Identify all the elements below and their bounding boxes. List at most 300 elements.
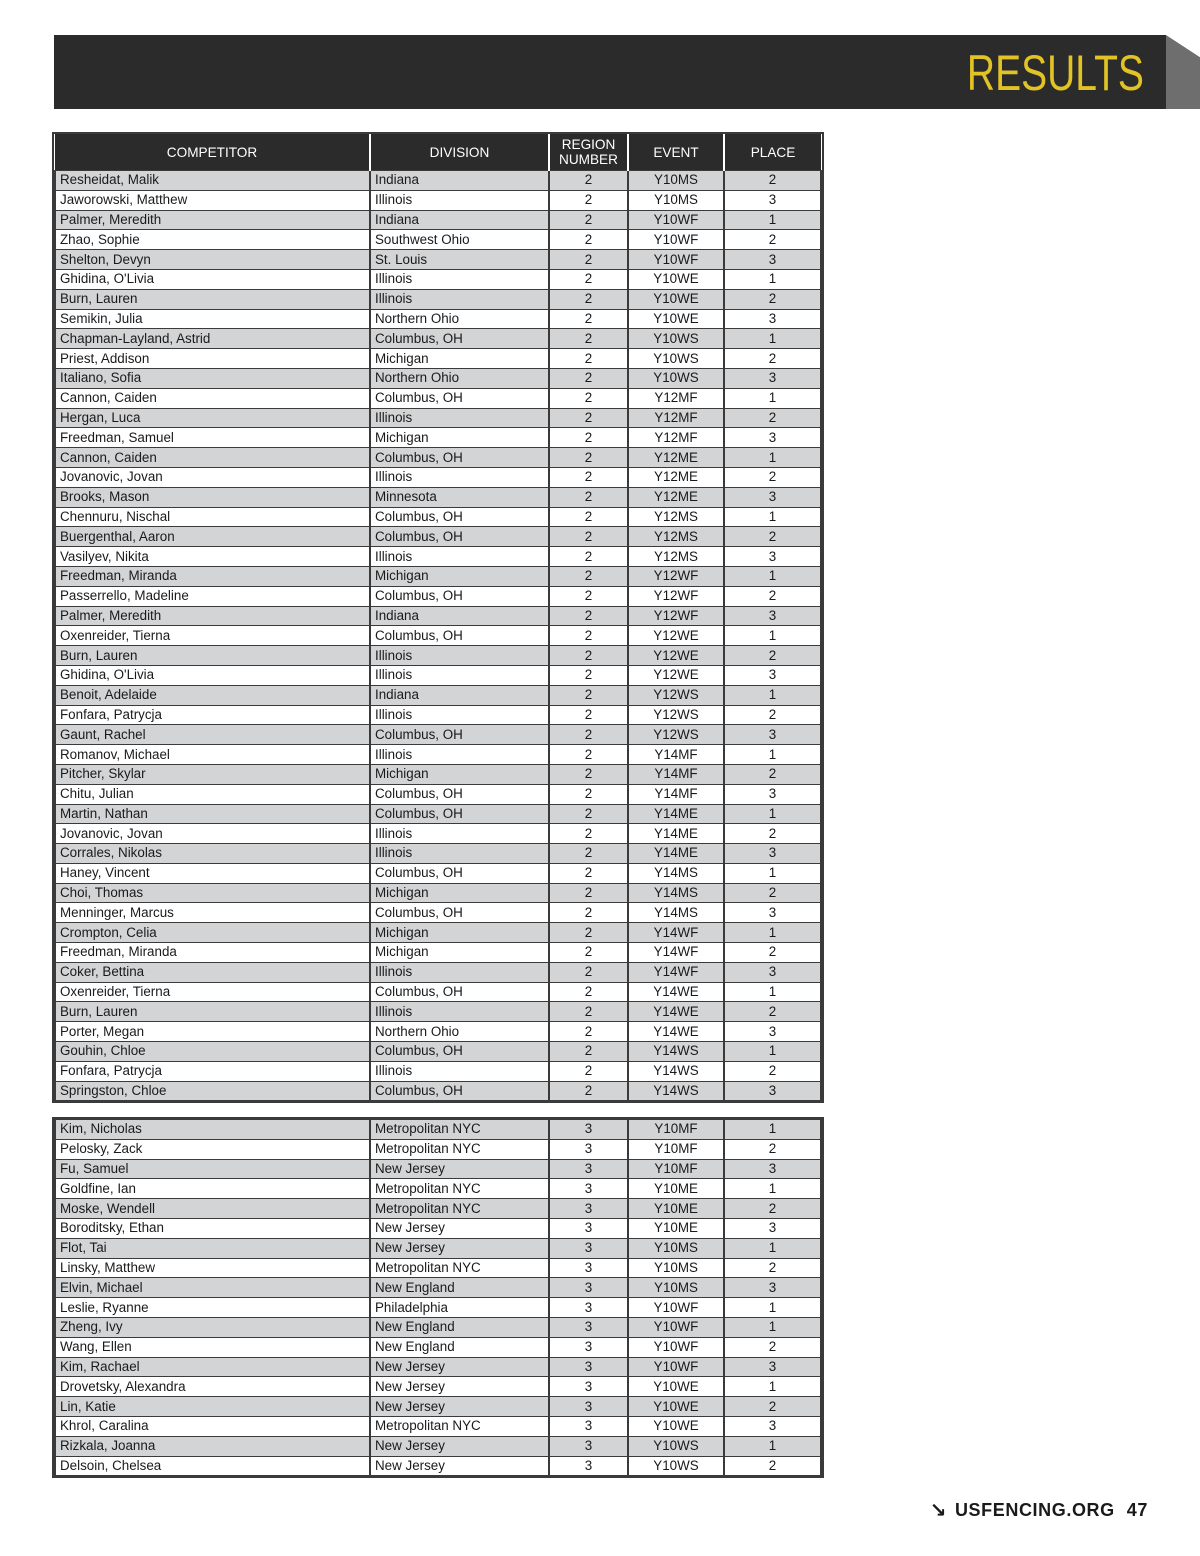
place-cell: 1 (724, 329, 821, 349)
competitor-cell: Fonfara, Patrycja (55, 1061, 370, 1081)
region-cell: 2 (549, 804, 628, 824)
competitor-cell: Pitcher, Skylar (55, 764, 370, 784)
division-cell: Michigan (370, 764, 549, 784)
competitor-cell: Choi, Thomas (55, 883, 370, 903)
competitor-cell: Kim, Rachael (55, 1357, 370, 1377)
region-cell: 2 (549, 844, 628, 864)
place-cell: 1 (724, 685, 821, 705)
region-cell: 2 (549, 883, 628, 903)
table-row (55, 190, 821, 210)
event-cell: Y14ME (628, 844, 724, 864)
division-cell: Michigan (370, 923, 549, 943)
region-cell: 3 (549, 1298, 628, 1318)
division-cell: Illinois (370, 844, 549, 864)
division-cell: Metropolitan NYC (370, 1179, 549, 1199)
event-cell: Y12ME (628, 487, 724, 507)
table-row (55, 527, 821, 547)
region-cell: 2 (549, 428, 628, 448)
competitor-cell: Palmer, Meredith (55, 210, 370, 230)
event-cell: Y14ME (628, 804, 724, 824)
competitor-cell: Fu, Samuel (55, 1159, 370, 1179)
event-cell: Y14MS (628, 883, 724, 903)
place-cell: 3 (724, 784, 821, 804)
competitor-cell: Elvin, Michael (55, 1278, 370, 1298)
competitor-cell: Chitu, Julian (55, 784, 370, 804)
place-cell: 3 (724, 962, 821, 982)
banner-fold (1166, 35, 1200, 109)
region-cell: 2 (549, 230, 628, 250)
place-cell: 3 (724, 1081, 821, 1101)
place-cell: 2 (724, 1258, 821, 1278)
table-row (55, 745, 821, 765)
table-row (55, 250, 821, 270)
place-cell: 3 (724, 547, 821, 567)
competitor-cell: Khrol, Caralina (55, 1416, 370, 1436)
table-row (55, 368, 821, 388)
event-cell: Y12MF (628, 408, 724, 428)
division-cell: Illinois (370, 665, 549, 685)
table-row (55, 883, 821, 903)
competitor-cell: Burn, Lauren (55, 289, 370, 309)
region-cell: 2 (549, 606, 628, 626)
region-2-rows (55, 171, 821, 1101)
table-row (55, 1416, 821, 1436)
division-cell: Illinois (370, 190, 549, 210)
event-cell: Y12ME (628, 467, 724, 487)
region-cell: 2 (549, 1042, 628, 1062)
division-cell: Illinois (370, 705, 549, 725)
division-cell: New England (370, 1337, 549, 1357)
region-cell: 2 (549, 923, 628, 943)
competitor-cell: Vasilyev, Nikita (55, 547, 370, 567)
table-row (55, 1081, 821, 1101)
place-cell: 2 (724, 764, 821, 784)
event-cell: Y14WS (628, 1061, 724, 1081)
competitor-cell: Freedman, Samuel (55, 428, 370, 448)
region-cell: 2 (549, 289, 628, 309)
division-cell: St. Louis (370, 250, 549, 270)
region-cell: 3 (549, 1278, 628, 1298)
division-cell: Indiana (370, 685, 549, 705)
event-cell: Y10ME (628, 1179, 724, 1199)
event-cell: Y10WE (628, 1377, 724, 1397)
table-row (55, 606, 821, 626)
table-row (55, 586, 821, 606)
division-cell: Illinois (370, 289, 549, 309)
competitor-cell: Porter, Megan (55, 1022, 370, 1042)
place-cell: 1 (724, 745, 821, 765)
division-cell: Columbus, OH (370, 982, 549, 1002)
competitor-cell: Hergan, Luca (55, 408, 370, 428)
region-cell: 2 (549, 1022, 628, 1042)
place-cell: 1 (724, 1377, 821, 1397)
event-cell: Y12WE (628, 665, 724, 685)
competitor-cell: Burn, Lauren (55, 1002, 370, 1022)
table-row (55, 804, 821, 824)
event-cell: Y14WE (628, 982, 724, 1002)
division-cell: Northern Ohio (370, 309, 549, 329)
region-cell: 3 (549, 1416, 628, 1436)
competitor-cell: Flot, Tai (55, 1238, 370, 1258)
event-cell: Y10WS (628, 368, 724, 388)
place-cell: 1 (724, 863, 821, 883)
competitor-cell: Resheidat, Malik (55, 171, 370, 191)
place-cell: 2 (724, 943, 821, 963)
event-cell: Y10MF (628, 1139, 724, 1159)
competitor-cell: Gouhin, Chloe (55, 1042, 370, 1062)
competitor-cell: Italiano, Sofia (55, 368, 370, 388)
footer-site[interactable]: USFENCING.ORG (954, 1500, 1115, 1520)
place-cell: 1 (724, 1238, 821, 1258)
place-cell: 3 (724, 1278, 821, 1298)
event-cell: Y12MS (628, 527, 724, 547)
competitor-cell: Linsky, Matthew (55, 1258, 370, 1278)
place-cell: 3 (724, 309, 821, 329)
event-cell: Y14WF (628, 962, 724, 982)
competitor-cell: Fonfara, Patrycja (55, 705, 370, 725)
division-cell: New Jersey (370, 1397, 549, 1417)
competitor-cell: Chennuru, Nischal (55, 507, 370, 527)
event-cell: Y12MF (628, 428, 724, 448)
place-cell: 3 (724, 487, 821, 507)
column-header-place: PLACE (724, 134, 821, 171)
place-cell: 2 (724, 824, 821, 844)
place-cell: 3 (724, 1357, 821, 1377)
place-cell: 2 (724, 1337, 821, 1357)
results-table-region-3 (54, 1119, 822, 1476)
competitor-cell: Rizkala, Joanna (55, 1436, 370, 1456)
region-cell: 2 (549, 250, 628, 270)
region-cell: 3 (549, 1397, 628, 1417)
place-cell: 3 (724, 428, 821, 448)
table-row (55, 1199, 821, 1219)
competitor-cell: Jovanovic, Jovan (55, 467, 370, 487)
competitor-cell: Moske, Wendell (55, 1199, 370, 1219)
competitor-cell: Cannon, Caiden (55, 388, 370, 408)
region-cell: 2 (549, 745, 628, 765)
division-cell: Minnesota (370, 487, 549, 507)
table-row (55, 1179, 821, 1199)
competitor-cell: Drovetsky, Alexandra (55, 1377, 370, 1397)
competitor-cell: Cannon, Caiden (55, 448, 370, 468)
place-cell: 3 (724, 1022, 821, 1042)
competitor-cell: Brooks, Mason (55, 487, 370, 507)
place-cell: 2 (724, 646, 821, 666)
place-cell: 1 (724, 507, 821, 527)
event-cell: Y14MS (628, 863, 724, 883)
region-cell: 2 (549, 685, 628, 705)
event-cell: Y10WF (628, 1298, 724, 1318)
table-row (55, 388, 821, 408)
region-cell: 2 (549, 943, 628, 963)
event-cell: Y12WF (628, 606, 724, 626)
place-cell: 3 (724, 844, 821, 864)
competitor-cell: Jovanovic, Jovan (55, 824, 370, 844)
region-cell: 3 (549, 1120, 628, 1140)
division-cell: Columbus, OH (370, 527, 549, 547)
event-cell: Y12WS (628, 725, 724, 745)
table-row (55, 289, 821, 309)
column-header-division: DIVISION (370, 134, 549, 171)
region-cell: 2 (549, 210, 628, 230)
division-cell: Metropolitan NYC (370, 1416, 549, 1436)
table-row (55, 646, 821, 666)
event-cell: Y10WF (628, 1357, 724, 1377)
column-header-region-number: REGION NUMBER (549, 134, 628, 171)
place-cell: 2 (724, 1456, 821, 1476)
event-cell: Y14WF (628, 923, 724, 943)
competitor-cell: Crompton, Celia (55, 923, 370, 943)
region-cell: 3 (549, 1337, 628, 1357)
division-cell: New Jersey (370, 1238, 549, 1258)
competitor-cell: Freedman, Miranda (55, 566, 370, 586)
division-cell: New England (370, 1278, 549, 1298)
event-cell: Y12WS (628, 685, 724, 705)
place-cell: 2 (724, 1061, 821, 1081)
table-row (55, 863, 821, 883)
table-row (55, 1061, 821, 1081)
place-cell: 3 (724, 606, 821, 626)
event-cell: Y14WS (628, 1042, 724, 1062)
table-row (55, 626, 821, 646)
place-cell: 1 (724, 388, 821, 408)
place-cell: 2 (724, 883, 821, 903)
region-cell: 2 (549, 190, 628, 210)
place-cell: 2 (724, 349, 821, 369)
results-table-region-2 (54, 134, 822, 1101)
place-cell: 1 (724, 448, 821, 468)
division-cell: Illinois (370, 547, 549, 567)
region-cell: 2 (549, 1081, 628, 1101)
page-number: 47 (1126, 1500, 1148, 1520)
competitor-cell: Oxenreider, Tierna (55, 982, 370, 1002)
event-cell: Y10WE (628, 309, 724, 329)
division-cell: New Jersey (370, 1436, 549, 1456)
region-cell: 2 (549, 982, 628, 1002)
region-cell: 2 (549, 784, 628, 804)
event-cell: Y12WS (628, 705, 724, 725)
place-cell: 2 (724, 1002, 821, 1022)
competitor-cell: Corrales, Nikolas (55, 844, 370, 864)
table-row (55, 1317, 821, 1337)
region-cell: 2 (549, 507, 628, 527)
event-cell: Y10MS (628, 171, 724, 191)
region-cell: 2 (549, 171, 628, 191)
place-cell: 3 (724, 250, 821, 270)
region-cell: 3 (549, 1159, 628, 1179)
competitor-cell: Delsoin, Chelsea (55, 1456, 370, 1476)
division-cell: Illinois (370, 467, 549, 487)
column-header-event: EVENT (628, 134, 724, 171)
division-cell: Metropolitan NYC (370, 1120, 549, 1140)
table-row (55, 1238, 821, 1258)
place-cell: 1 (724, 1042, 821, 1062)
division-cell: Illinois (370, 1061, 549, 1081)
competitor-cell: Pelosky, Zack (55, 1139, 370, 1159)
region-cell: 2 (549, 1002, 628, 1022)
place-cell: 2 (724, 1397, 821, 1417)
event-cell: Y12WF (628, 566, 724, 586)
place-cell: 1 (724, 210, 821, 230)
division-cell: Michigan (370, 428, 549, 448)
competitor-cell: Menninger, Marcus (55, 903, 370, 923)
division-cell: Illinois (370, 646, 549, 666)
division-cell: New Jersey (370, 1218, 549, 1238)
place-cell: 2 (724, 230, 821, 250)
event-cell: Y14MF (628, 784, 724, 804)
table-row (55, 547, 821, 567)
place-cell: 1 (724, 1436, 821, 1456)
place-cell: 2 (724, 527, 821, 547)
table-row (55, 309, 821, 329)
place-cell: 3 (724, 725, 821, 745)
division-cell: Southwest Ohio (370, 230, 549, 250)
competitor-cell: Zheng, Ivy (55, 1317, 370, 1337)
event-cell: Y12MS (628, 547, 724, 567)
region-cell: 2 (549, 329, 628, 349)
table-header-row (55, 134, 821, 171)
competitor-cell: Chapman-Layland, Astrid (55, 329, 370, 349)
region-cell: 3 (549, 1377, 628, 1397)
event-cell: Y10WF (628, 1317, 724, 1337)
event-cell: Y10MS (628, 1258, 724, 1278)
region-cell: 2 (549, 547, 628, 567)
event-cell: Y10MS (628, 1278, 724, 1298)
region-3-rows (55, 1120, 821, 1476)
arrow-down-right-icon: ↘ (929, 1499, 947, 1522)
place-cell: 3 (724, 1416, 821, 1436)
event-cell: Y12ME (628, 448, 724, 468)
table-row (55, 844, 821, 864)
competitor-cell: Romanov, Michael (55, 745, 370, 765)
division-cell: Illinois (370, 408, 549, 428)
region-cell: 2 (549, 368, 628, 388)
region-cell: 2 (549, 527, 628, 547)
place-cell: 1 (724, 1317, 821, 1337)
competitor-cell: Ghidina, O'Livia (55, 269, 370, 289)
division-cell: Metropolitan NYC (370, 1258, 549, 1278)
place-cell: 1 (724, 269, 821, 289)
division-cell: Indiana (370, 606, 549, 626)
place-cell: 1 (724, 1179, 821, 1199)
region-cell: 2 (549, 962, 628, 982)
event-cell: Y10WF (628, 230, 724, 250)
division-cell: Columbus, OH (370, 448, 549, 468)
competitor-cell: Goldfine, Ian (55, 1179, 370, 1199)
division-cell: Columbus, OH (370, 626, 549, 646)
division-cell: Columbus, OH (370, 507, 549, 527)
division-cell: Columbus, OH (370, 725, 549, 745)
place-cell: 2 (724, 289, 821, 309)
competitor-cell: Coker, Bettina (55, 962, 370, 982)
division-cell: Columbus, OH (370, 388, 549, 408)
place-cell: 3 (724, 1159, 821, 1179)
event-cell: Y12WE (628, 646, 724, 666)
region-cell: 2 (549, 448, 628, 468)
division-cell: Columbus, OH (370, 1081, 549, 1101)
event-cell: Y12MS (628, 507, 724, 527)
table-row (55, 1377, 821, 1397)
table-row (55, 1436, 821, 1456)
competitor-cell: Gaunt, Rachel (55, 725, 370, 745)
place-cell: 1 (724, 626, 821, 646)
table-row (55, 685, 821, 705)
competitor-cell: Wang, Ellen (55, 1337, 370, 1357)
page-title: RESULTS (967, 45, 1144, 101)
event-cell: Y10WE (628, 289, 724, 309)
place-cell: 2 (724, 467, 821, 487)
table-row (55, 923, 821, 943)
division-cell: Indiana (370, 171, 549, 191)
region-cell: 2 (549, 487, 628, 507)
competitor-cell: Priest, Addison (55, 349, 370, 369)
table-row (55, 962, 821, 982)
event-cell: Y14MF (628, 745, 724, 765)
place-cell: 1 (724, 566, 821, 586)
place-cell: 2 (724, 1199, 821, 1219)
place-cell: 1 (724, 804, 821, 824)
place-cell: 2 (724, 408, 821, 428)
division-cell: Indiana (370, 210, 549, 230)
table-row (55, 665, 821, 685)
place-cell: 3 (724, 903, 821, 923)
table-row (55, 566, 821, 586)
region-cell: 2 (549, 705, 628, 725)
event-cell: Y10MS (628, 190, 724, 210)
competitor-cell: Martin, Nathan (55, 804, 370, 824)
division-cell: Michigan (370, 883, 549, 903)
division-cell: Illinois (370, 824, 549, 844)
division-cell: Northern Ohio (370, 1022, 549, 1042)
event-cell: Y10WS (628, 349, 724, 369)
division-cell: Columbus, OH (370, 586, 549, 606)
table-row (55, 210, 821, 230)
competitor-cell: Buergenthal, Aaron (55, 527, 370, 547)
event-cell: Y10MS (628, 1238, 724, 1258)
competitor-cell: Semikin, Julia (55, 309, 370, 329)
event-cell: Y14MF (628, 764, 724, 784)
region-cell: 2 (549, 863, 628, 883)
competitor-cell: Freedman, Miranda (55, 943, 370, 963)
region-cell: 3 (549, 1456, 628, 1476)
division-cell: Michigan (370, 349, 549, 369)
competitor-cell: Benoit, Adelaide (55, 685, 370, 705)
event-cell: Y12WE (628, 626, 724, 646)
table-row (55, 1218, 821, 1238)
page-footer (930, 1500, 1148, 1521)
competitor-cell: Zhao, Sophie (55, 230, 370, 250)
region-cell: 3 (549, 1179, 628, 1199)
table-row (55, 1337, 821, 1357)
table-row (55, 487, 821, 507)
place-cell: 2 (724, 705, 821, 725)
division-cell: Illinois (370, 745, 549, 765)
table-row (55, 1298, 821, 1318)
competitor-cell: Boroditsky, Ethan (55, 1218, 370, 1238)
division-cell: Illinois (370, 1002, 549, 1022)
region-cell: 2 (549, 388, 628, 408)
place-cell: 3 (724, 190, 821, 210)
region-cell: 2 (549, 566, 628, 586)
event-cell: Y14WS (628, 1081, 724, 1101)
division-cell: Michigan (370, 943, 549, 963)
competitor-cell: Leslie, Ryanne (55, 1298, 370, 1318)
region-cell: 2 (549, 349, 628, 369)
division-cell: Illinois (370, 269, 549, 289)
region-cell: 2 (549, 824, 628, 844)
competitor-cell: Jaworowski, Matthew (55, 190, 370, 210)
division-cell: Columbus, OH (370, 1042, 549, 1062)
